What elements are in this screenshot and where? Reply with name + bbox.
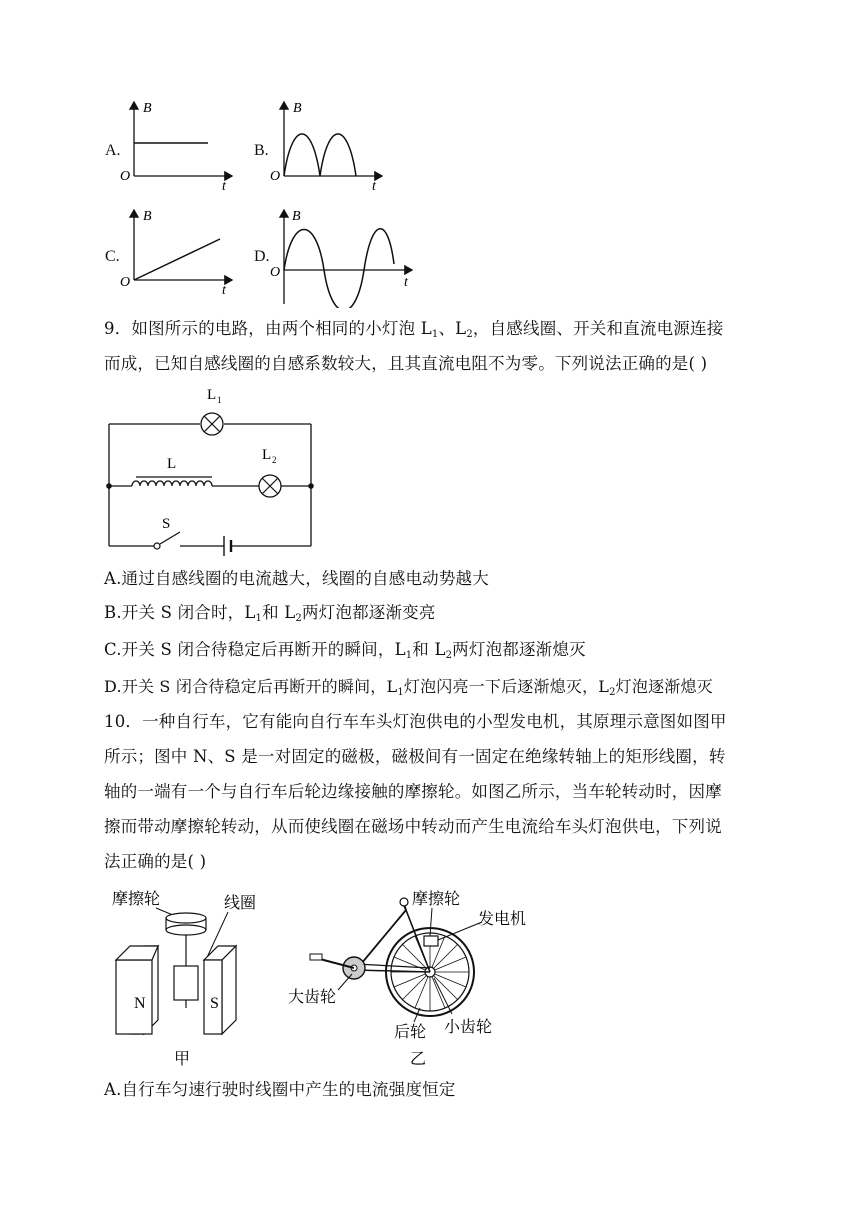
label-l1: L xyxy=(207,387,217,403)
q10-stem-line1: 10．一种自行车，它有能向自行车车头灯泡供电的小型发电机，其原理示意图如图甲 xyxy=(104,712,727,731)
caption-jia: 甲 xyxy=(174,1051,191,1068)
q9-stem-line2: 而成，已知自感线圈的自感系数较大，且其直流电阻不为零。下列说法正确的是( ) xyxy=(104,354,708,373)
graph-b-rectified xyxy=(262,96,392,196)
q10-stem-line3: 轴的一端有一个与自行车后轮边缘接触的摩擦轮。如图乙所示，当车轮转动时，因摩 xyxy=(104,782,722,801)
origin-o: O xyxy=(120,169,131,184)
q9-option-a: A.通过自感线圈的电流越大，线圈的自感电动势越大 xyxy=(104,569,489,588)
axis-b: B xyxy=(143,101,152,116)
q10-stem-line2: 所示；图中 N、S 是一对固定的磁极，磁极间有一固定在绝缘转轴上的矩形线圈，转 xyxy=(104,747,726,766)
origin-o: O xyxy=(270,265,281,280)
q9-option-c: C.开关 S 闭合待稳定后再断开的瞬间，$L_1$和 $L_2$两灯泡都逐渐熄灭 xyxy=(104,640,586,661)
axis-t: t xyxy=(404,275,408,290)
label-small-gear: 小齿轮 xyxy=(444,1019,493,1036)
switch-s xyxy=(160,532,180,544)
origin-o: O xyxy=(270,169,281,184)
lamp-l2 xyxy=(259,475,281,497)
graph-c-linear xyxy=(112,204,242,304)
label-coil: L xyxy=(167,456,177,472)
graph-d-sine xyxy=(262,204,422,308)
option-b-label: B. xyxy=(254,142,269,159)
q9-option-d: D.开关 S 闭合待稳定后再断开的瞬间，$L_1$灯泡闪亮一下后逐渐熄灭，$L_2$灯泡逐渐熄灭 xyxy=(104,677,713,698)
label-friction: 摩擦轮 xyxy=(412,891,461,908)
axis-t: t xyxy=(372,179,376,194)
q10-stem-line4: 擦而带动摩擦轮转动，从而使线圈在磁场中转动而产生电流给车头灯泡供电，下列说 xyxy=(104,817,722,836)
q9-circuit-diagram xyxy=(100,382,330,558)
pole-n: N xyxy=(134,995,146,1012)
pole-s: S xyxy=(210,995,219,1012)
lamp-l1 xyxy=(201,413,223,435)
label-big-gear: 大齿轮 xyxy=(288,989,337,1006)
axis-b: B xyxy=(293,101,302,116)
label-rear-wheel: 后轮 xyxy=(394,1024,427,1041)
svg-text:2: 2 xyxy=(272,455,277,465)
axis-b: B xyxy=(143,209,152,224)
origin-o: O xyxy=(120,275,131,290)
option-c-label: C. xyxy=(105,248,120,265)
caption-yi: 乙 xyxy=(410,1051,427,1068)
inductor-coil xyxy=(132,481,212,486)
graph-a-constant xyxy=(112,96,242,196)
label-generator: 发电机 xyxy=(478,911,527,928)
coil xyxy=(174,966,198,1000)
magnet-south xyxy=(204,946,236,1034)
option-d-label: D. xyxy=(254,248,270,265)
label-coil: 线圈 xyxy=(224,895,257,912)
option-a-label: A. xyxy=(105,142,121,159)
label-l2: L xyxy=(262,447,272,463)
friction-wheel xyxy=(166,925,206,935)
q9-option-b: B.开关 S 闭合时，$L_1$和 $L_2$两灯泡都逐渐变亮 xyxy=(104,603,436,624)
q10-option-a: A.自行车匀速行驶时线圈中产生的电流强度恒定 xyxy=(104,1080,456,1099)
generator xyxy=(424,936,438,946)
label-friction-wheel: 摩擦轮 xyxy=(112,891,161,908)
axis-b: B xyxy=(292,209,301,224)
axis-t: t xyxy=(222,179,226,194)
axis-t: t xyxy=(222,283,226,298)
q10-stem-line5: 法正确的是( ) xyxy=(104,852,207,871)
fig-jia-generator xyxy=(108,884,278,1070)
q9-stem-line1: 9．如图所示的电路，由两个相同的小灯泡 $L_1$、$L_2$，自感线圈、开关和直流电源连接 xyxy=(104,319,724,340)
fig-yi-bicycle xyxy=(286,884,546,1070)
label-switch: S xyxy=(162,516,171,532)
svg-text:1: 1 xyxy=(217,395,222,405)
